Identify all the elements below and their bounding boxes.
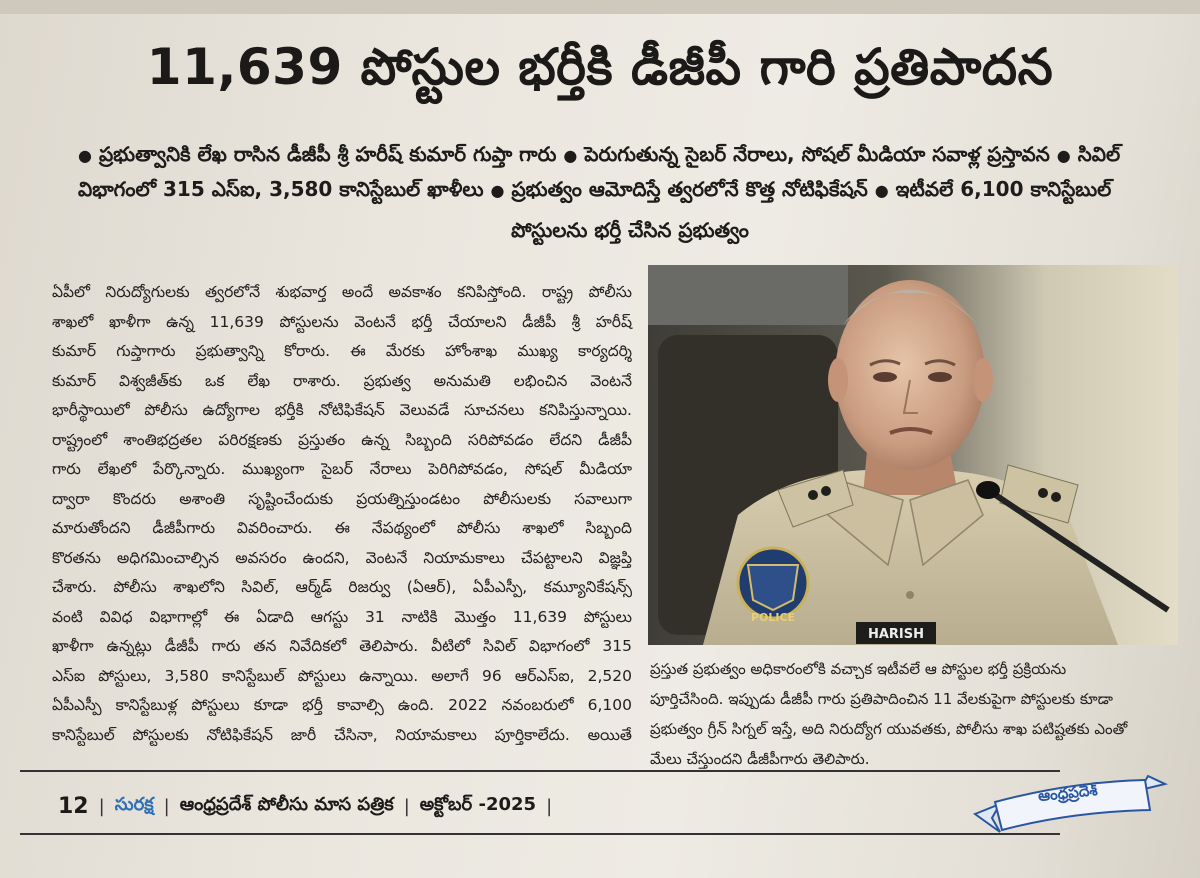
footer-bottom-rule: [20, 833, 1060, 835]
magazine-brand: సురక్ష: [114, 793, 154, 815]
bullet-icon: ●: [874, 181, 889, 200]
bullet-icon: ●: [78, 146, 92, 165]
page-footer: [58, 790, 552, 822]
footer-top-rule: [20, 770, 1060, 772]
caption-line: మేలు చేస్తుందని డీజీపీగారు తెలిపారు.: [650, 750, 870, 768]
body-line: మారుతోందని డీజీపీగారు వివరించారు. ఈ నేపథ్యంలో పోలీసు శాఖలో సిబ్బంది: [52, 519, 632, 537]
footer-separator: |: [546, 795, 553, 817]
dgp-portrait-illustration: [648, 265, 1178, 645]
headline: 11,639 పోస్టుల భర్తీకి డీజీపీ గారి ప్రతిపాదన: [146, 38, 1054, 96]
magazine-name: ఆంధ్రప్రదేశ్ పోలీసు మాస పత్రిక: [179, 793, 394, 815]
bullet-icon: ●: [563, 146, 578, 165]
body-line: శాఖలో ఖాళీగా ఉన్న 11,639 పోస్టులను వెంటనే భర్తీ చేయాలని డీజీపీ శ్రీ హరీష్: [52, 313, 632, 331]
badge-text: POLICE: [750, 611, 796, 624]
subheading-item: పెరుగుతున్న సైబర్ నేరాలు, సోషల్ మీడియా సవాళ్ల ప్రస్తావన: [584, 142, 1050, 166]
caption-line: ప్రభుత్వం గ్రీన్ సిగ్నల్ ఇస్తే, అది నిరుద్యోగ యువతకు, పోలీసు శాఖ పటిష్టతకు ఎంతో: [650, 720, 1128, 738]
body-line: వంటి వివిధ విభాగాల్లో ఈ ఏడాది ఆగస్టు 31 నాటికి మొత్తం 11,639 పోస్టులు: [52, 608, 632, 626]
body-line: కుమార్ విశ్వజీత్‌కు ఒక లేఖ రాశారు. ప్రభుత్వ అనుమతి లభించిన వెంటనే: [52, 372, 632, 390]
subheading-item: విభాగంలో 315 ఎస్ఐ, 3,580 కానిస్టేబుల్ ఖాళీలు: [78, 177, 484, 201]
body-line: కుమార్ గుప్తాగారు ప్రభుత్వాన్ని కోరారు. ఈ మేరకు హోంశాఖ ముఖ్య కార్యదర్శి: [52, 342, 632, 360]
footer-separator: |: [403, 795, 410, 817]
bullet-icon: ●: [490, 181, 505, 200]
footer-separator: |: [163, 795, 170, 817]
page-number: 12: [58, 793, 89, 819]
body-line: ఎస్ఐ పోస్టులు, 3,580 కానిస్టేబుల్ పోస్టులు ఉన్నాయి. అలాగే 96 ఆర్ఎస్ఐ, 2,520: [52, 667, 632, 685]
dgp-photo: [648, 265, 1178, 645]
subheading-line-2: [78, 177, 1168, 206]
caption-line: పూర్తిచేసింది. ఇప్పుడు డీజీపీ గారు ప్రతిపాదించిన 11 వేలకుపైగా పోస్టులకు కూడా: [650, 690, 1113, 708]
subheading-item: సివిల్: [1077, 142, 1121, 166]
body-line: ఏపీఎస్పీ కానిస్టేబుళ్ల పోస్టులు కూడా భర్తీ కావాల్సి ఉంది. 2022 నవంబరులో 6,100: [52, 696, 632, 714]
footer-separator: |: [98, 795, 105, 817]
body-line: చేశారు. పోలీసు శాఖలోని సివిల్, ఆర్మ్‌డ్ రిజర్వు (ఏఆర్), ఏపీఎస్పీ, కమ్యూనికేషన్స్: [52, 578, 632, 596]
body-line: ద్వారా కొందరు అశాంతి సృష్టించేందుకు ప్రయత్నిస్తుండటం పోలీసులకు సవాలుగా: [52, 490, 632, 508]
body-line: భారీస్థాయిలో పోలీసు ఉద్యోగాల భర్తీకి నోటిఫికేషన్ వెలువడే సూచనలు కనిపిస్తున్నాయి.: [52, 401, 632, 419]
body-line: గారు లేఖలో పేర్కొన్నారు. ముఖ్యంగా సైబర్ నేరాలు పెరిగిపోవడం, సోషల్ మీడియా: [52, 460, 632, 478]
body-line: రాష్ట్రంలో శాంతిభద్రతల పరిరక్షణకు ప్రస్తుతం ఉన్న సిబ్బంది సరిపోవడం లేదని డీజీపీ: [52, 431, 632, 449]
caption-line: ప్రస్తుత ప్రభుత్వం అధికారంలోకి వచ్చాక ఇటీవలే ఆ పోస్టుల భర్తీ ప్రక్రియను: [650, 660, 1067, 678]
ribbon-text: ఆంధ్రప్రదేశ్: [1037, 780, 1099, 806]
subheading-line-1: [78, 142, 1168, 171]
name-tag-text: HARISH: [867, 627, 925, 642]
body-line: ఖాళీగా ఉన్నట్లు డీజీపీ గారు తన నివేదికలో తెలిపారు. వీటిలో సివిల్ విభాగంలో 315: [52, 637, 632, 655]
page-top-edge: [0, 0, 1200, 14]
subheading-item: ప్రభుత్వం ఆమోదిస్తే త్వరలోనే కొత్త నోటిఫికేషన్: [511, 177, 868, 201]
body-line: ఏపీలో నిరుద్యోగులకు త్వరలోనే శుభవార్త అందే అవకాశం కనిపిస్తోంది. రాష్ట్ర పోలీసు: [52, 283, 632, 301]
body-line: కొరతను అధిగమించాల్సిన అవసరం ఉందని, వెంటనే నియామకాలు చేపట్టాలని విజ్ఞప్తి: [52, 549, 632, 567]
issue-date: అక్టోబర్ -2025: [419, 793, 537, 815]
bullet-icon: ●: [1056, 146, 1071, 165]
subheading-item: ఇటీవలే 6,100 కానిస్టేబుల్: [895, 177, 1112, 201]
subheading-item: ప్రభుత్వానికి లేఖ రాసిన డీజీపీ శ్రీ హరీష్ కుమార్ గుప్తా గారు: [98, 142, 557, 166]
subheading-line-3: పోస్టులను భర్తీ చేసిన ప్రభుత్వం: [511, 218, 749, 242]
body-line: కానిస్టేబుల్ పోస్టులకు నోటిఫికేషన్ జారీ చేసినా, నియామకాలు పూర్తికాలేదు. అయితే: [52, 726, 632, 744]
